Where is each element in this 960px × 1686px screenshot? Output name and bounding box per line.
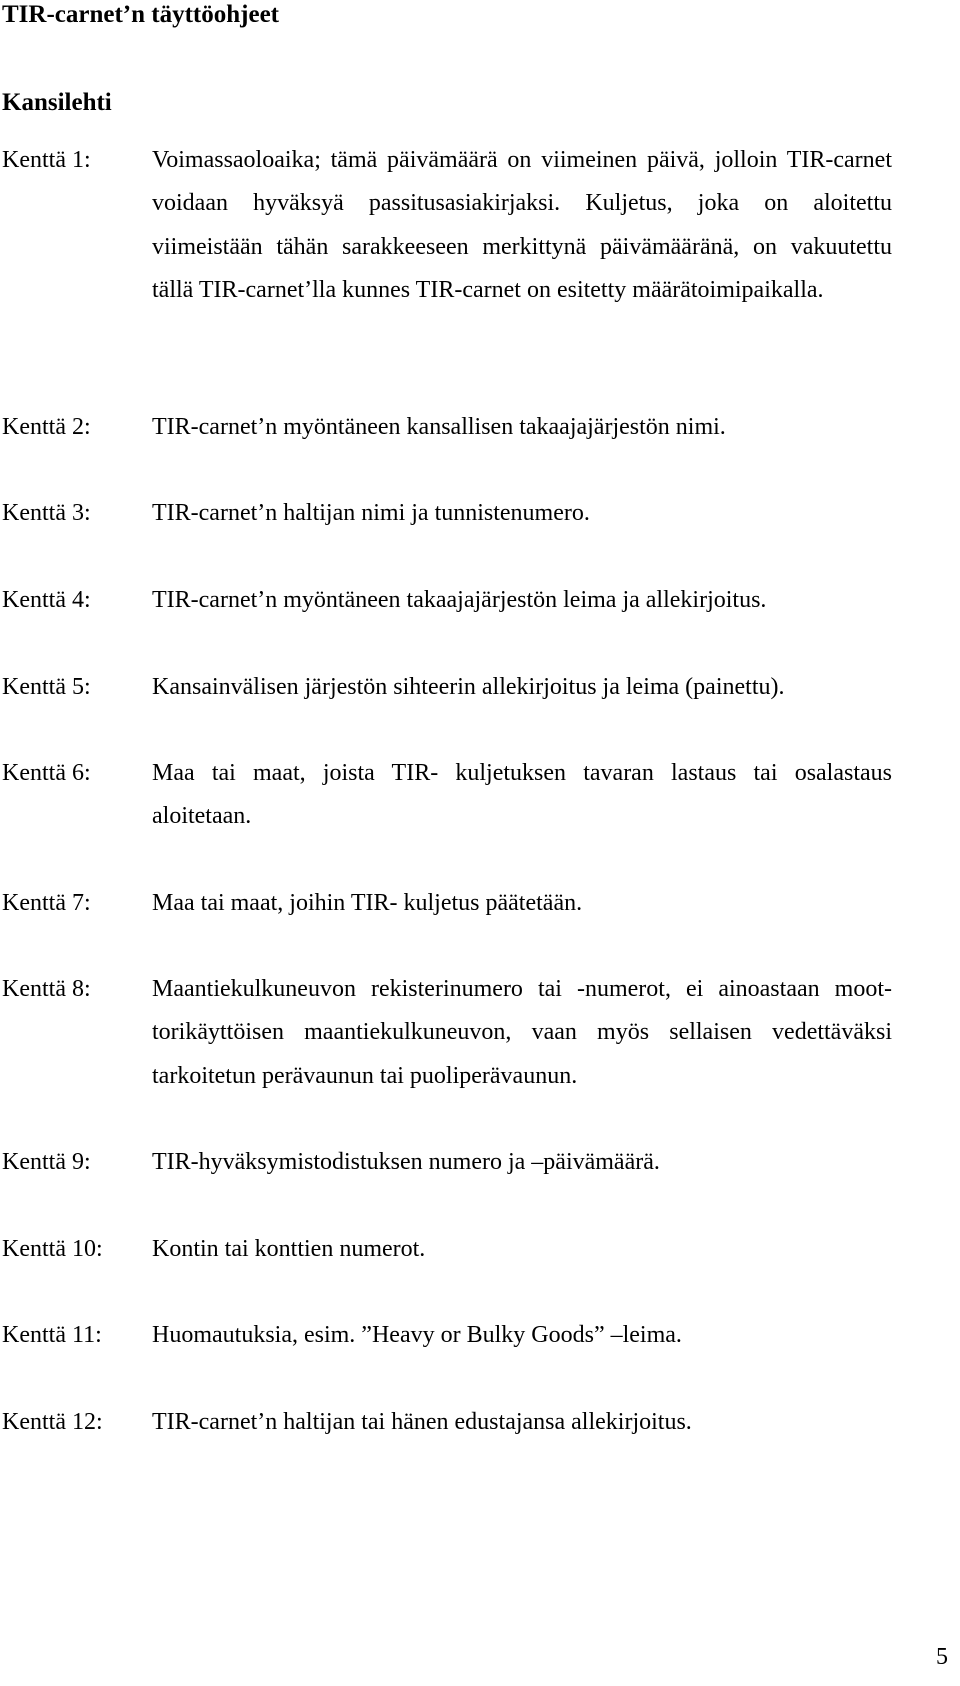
field-label: Kenttä 4: (2, 587, 91, 613)
field-description: Huomautuksia, esim. ”Heavy or Bulky Goods” –leima. (152, 1322, 682, 1348)
field-label: Kenttä 11: (2, 1322, 102, 1348)
field-description: Maa tai maat, joihin TIR- kuljetus päätetään. (152, 890, 583, 916)
page-title: TIR-carnet’n täyttöohjeet (2, 1, 280, 28)
field-label: Kenttä 8: (2, 976, 91, 1002)
field-description: Maantiekulkuneuvon rekisterinumero tai -numerot, ei ainoastaan moottorikäyttöisen maantiekulkuneuvon, vaan myös sellaisen vedettäväksi tarkoitetun perävaunun tai puoliperävaunun. (152, 976, 892, 1089)
field-description: TIR-carnet’n haltijan nimi ja tunnistenumero. (152, 500, 590, 526)
field-label: Kenttä 12: (2, 1409, 103, 1435)
field-label: Kenttä 7: (2, 890, 91, 916)
field-description: TIR-carnet’n myöntäneen takaajajärjestön leima ja allekirjoitus. (152, 587, 767, 613)
field-label: Kenttä 5: (2, 674, 91, 700)
field-label: Kenttä 10: (2, 1236, 103, 1262)
field-description: TIR-carnet’n haltijan tai hänen edustajansa allekirjoitus. (152, 1409, 692, 1435)
field-label: Kenttä 9: (2, 1149, 91, 1175)
field-description: TIR-carnet’n myöntäneen kansallisen takaajajärjestön nimi. (152, 414, 726, 440)
field-description: TIR-hyväksymistodistuksen numero ja –päivämäärä. (152, 1149, 660, 1175)
field-description: Kontin tai konttien numerot. (152, 1236, 426, 1262)
field-description: Maa tai maat, joista TIR- kuljetuksen tavaran lastaus tai osalastaus aloitetaan. (152, 760, 892, 830)
page-number: 5 (936, 1644, 948, 1670)
field-label: Kenttä 1: (2, 147, 91, 173)
section-heading: Kansilehti (2, 89, 112, 116)
field-label: Kenttä 3: (2, 500, 91, 526)
field-description: Voimassaoloaika; tämä päivämäärä on viimeinen päivä, jolloin TIR-carnet voidaan hyväksyä passitusasiakirjaksi. Kuljetus, joka on aloitettu viimeistään tähän sarakkeeseen merkittynä päivämääränä, on vakuutettu tällä TIR-carnet’lla kunnes TIR-carnet on esitetty määrätoimipaikalla. (152, 147, 892, 303)
field-description: Kansainvälisen järjestön sihteerin allekirjoitus ja leima (painettu). (152, 674, 785, 700)
field-label: Kenttä 6: (2, 760, 91, 786)
field-label: Kenttä 2: (2, 414, 91, 440)
